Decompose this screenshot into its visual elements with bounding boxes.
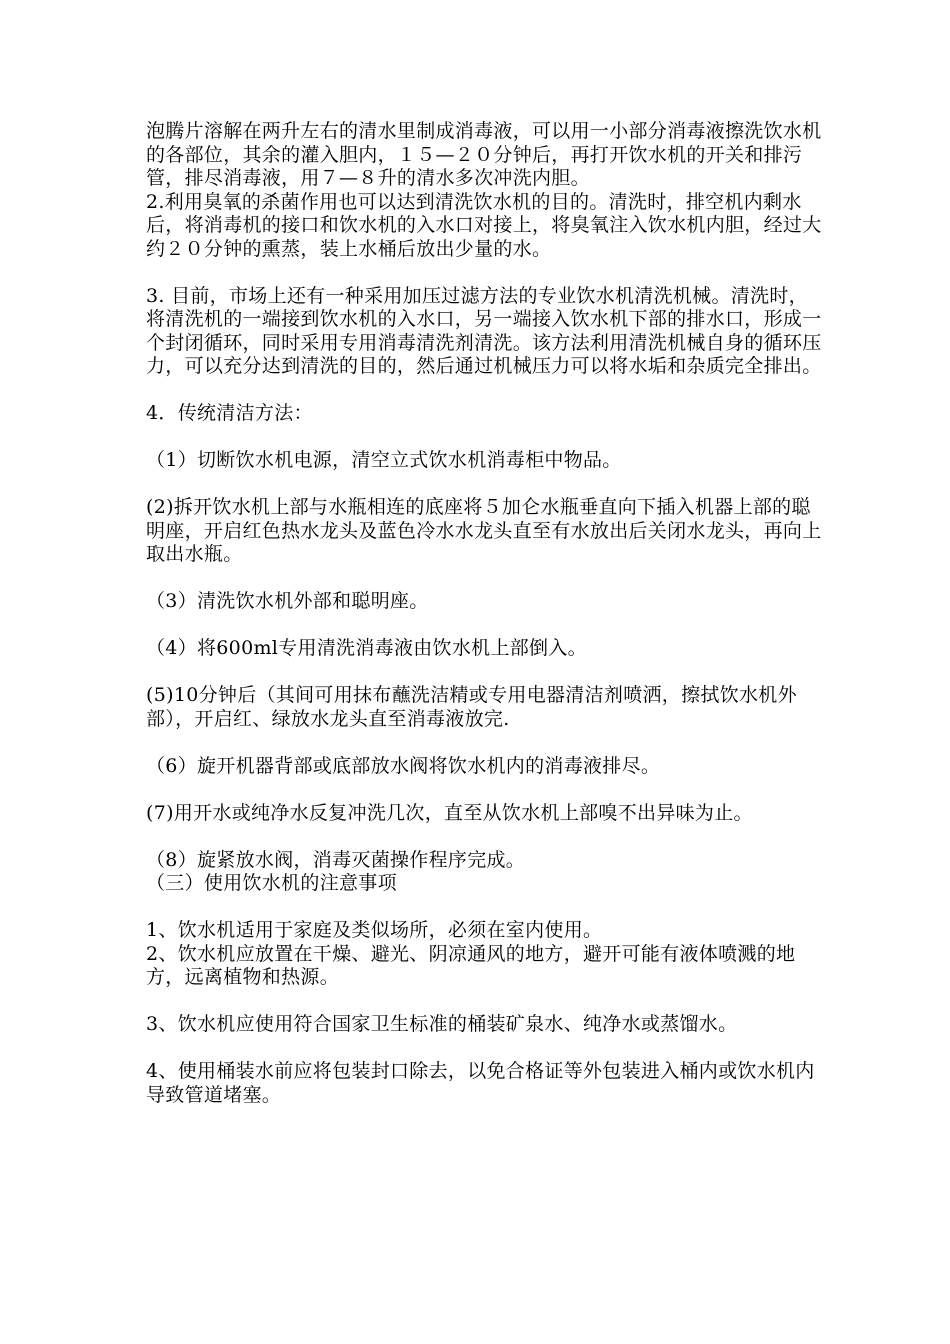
paragraph-step-1: （1）切断饮水机电源，清空立式饮水机消毒柜中物品。 bbox=[146, 449, 622, 471]
paragraph-step-8: （8）旋紧放水阀，消毒灭菌操作程序完成。 bbox=[146, 848, 526, 871]
paragraph-precaution-2: 2、饮水机应放置在干燥、避光、阴凉通风的地方，避开可能有液体喷溅的地方，远离植物和热源。 bbox=[146, 942, 796, 988]
document-page bbox=[146, 120, 826, 1107]
paragraph-disinfect-tablet: 泡腾片溶解在两升左右的清水里制成消毒液，可以用一小部分消毒液擦洗饮水机的各部位，其余的灌入胆内，１５—２０分钟后，再打开饮水机的开关和排污管，排尽消毒液，用７—８升的清水多次冲洗内胆。 bbox=[146, 120, 822, 189]
paragraph-step-2: (2)拆开饮水机上部与水瓶相连的底座将５加仑水瓶垂直向下插入机器上部的聪明座，开启红色热水龙头及蓝色冷水水龙头直至有水放出后关闭水龙头，再向上取出水瓶。 bbox=[146, 496, 822, 565]
paragraph-precaution-4: 4、使用桶装水前应将包装封口除去，以免合格证等外包装进入桶内或饮水机内导致管道堵塞。 bbox=[146, 1060, 815, 1106]
paragraph-step-4: （4）将600ml专用清洗消毒液由饮水机上部倒入。 bbox=[146, 637, 587, 659]
paragraph-precaution-1: 1、饮水机适用于家庭及类似场所，必须在室内使用。 bbox=[146, 919, 603, 941]
paragraph-ozone-method: 2.利用臭氧的杀菌作用也可以达到清洗饮水机的目的。清洗时，排空机内剩水后，将消毒机的接口和饮水机的入水口对接上，将臭氧注入饮水机内胆，经过大约２０分钟的熏蒸，装上水桶后放出少量的水。 bbox=[146, 190, 822, 260]
paragraph-step-5: (5)10分钟后（其间可用抹布蘸洗洁精或专用电器清洁剂喷洒，擦拭饮水机外部），开启红、绿放水龙头直至消毒液放完. bbox=[146, 684, 797, 730]
section-heading-precautions: （三）使用饮水机的注意事项 bbox=[146, 872, 397, 894]
paragraph-traditional-heading: 4．传统清洁方法： bbox=[146, 402, 313, 424]
paragraph-step-3: （3）清洗饮水机外部和聪明座。 bbox=[146, 590, 429, 612]
paragraph-step-6: （6）旋开机器背部或底部放水阀将饮水机内的消毒液排尽。 bbox=[146, 754, 661, 777]
paragraph-pressure-filter-method: 3. 目前，市场上还有一种采用加压过滤方法的专业饮水机清洗机械。清洗时，将清洗机的一端接到饮水机的入水口，另一端接入饮水机下部的排水口，形成一个封闭循环，同时采用专用消毒清洗剂清洗。该方法利用清洗机械自身的循环压力，可以充分达到清洗的目的，然后通过机械压力可以将水垢和杂质完全排出。 bbox=[146, 284, 822, 377]
paragraph-step-7: (7)用开水或纯净水反复冲洗几次，直至从饮水机上部嗅不出异味为止。 bbox=[146, 801, 753, 824]
paragraph-precaution-3: 3、饮水机应使用符合国家卫生标准的桶装矿泉水、纯净水或蒸馏水。 bbox=[146, 1013, 738, 1035]
